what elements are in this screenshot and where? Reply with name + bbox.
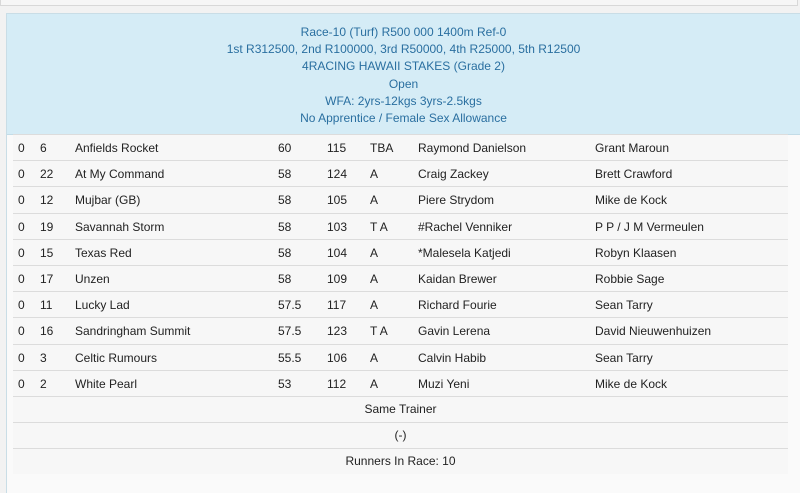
rating-cell: 105 [327,193,348,208]
scratch-cell: 0 [18,245,25,260]
gear-cell: A [370,193,379,208]
jockey-cell: Kaidan Brewer [418,271,497,286]
horse-name-cell: White Pearl [75,376,138,391]
scratch-cell: 0 [18,167,25,182]
runner-count: Runners In Race: 10 [345,454,456,469]
saddle-number-cell: 16 [40,324,54,339]
race-name: 4RACING HAWAII STAKES (Grade 2) [302,59,505,74]
rating-cell: 117 [327,298,347,313]
horse-name-cell: Celtic Rumours [75,350,158,365]
horse-name-cell: Mujbar (GB) [75,193,141,208]
same-trainer-list-row [13,422,788,448]
runner-row [13,317,788,343]
scratch-cell: 0 [18,219,25,234]
gear-cell: A [370,298,379,313]
gear-cell: A [370,167,379,182]
horse-name-cell: Savannah Storm [75,219,165,234]
gear-cell: T A [370,324,388,339]
scratch-cell: 0 [18,271,25,286]
runner-row [13,186,788,212]
trainer-cell: Brett Crawford [595,167,673,182]
rating-cell: 109 [327,271,348,286]
saddle-number-cell: 12 [40,193,54,208]
gear-cell: A [370,350,379,365]
weight-cell: 58 [278,271,292,286]
scratch-cell: 0 [18,141,25,155]
weight-cell: 58 [278,219,292,234]
weight-cell: 60 [278,141,292,155]
runner-count-row [13,448,788,474]
trainer-cell: Grant Maroun [595,141,670,155]
same-trainer-list: (-) [394,428,407,443]
horse-name-cell: At My Command [75,167,165,182]
rating-cell: 123 [327,324,348,339]
horse-name-cell: Lucky Lad [75,298,130,313]
weight-cell: 58 [278,167,292,182]
runner-row [13,239,788,265]
saddle-number-cell: 17 [40,271,54,286]
saddle-number-cell: 6 [40,141,47,155]
race-wfa: WFA: 2yrs-12kgs 3yrs-2.5kgs [325,93,482,108]
trainer-cell: Robyn Klaasen [595,245,677,260]
rating-cell: 104 [327,245,348,260]
saddle-number-cell: 2 [40,376,47,391]
race-class: Open [388,76,419,91]
trainer-cell: Robbie Sage [595,271,665,286]
saddle-number-cell: 11 [40,298,53,313]
weight-cell: 57.5 [278,324,302,339]
race-prize-money: 1st R312500, 2nd R100000, 3rd R50000, 4th R25000, 5th R12500 [226,42,581,57]
jockey-cell: Craig Zackey [418,167,489,182]
runner-row [13,265,788,291]
runner-row [13,134,788,160]
rating-cell: 103 [327,219,348,234]
horse-name-cell: Unzen [75,271,110,286]
trainer-cell: Sean Tarry [595,298,653,313]
rating-cell: 106 [327,350,348,365]
weight-cell: 58 [278,245,292,260]
trainer-cell: Sean Tarry [595,350,653,365]
race-conditions: No Apprentice / Female Sex Allowance [300,111,507,126]
scratch-cell: 0 [18,350,25,365]
race-header [7,14,800,135]
rating-cell: 124 [327,167,348,182]
rating-cell: 112 [327,376,347,391]
top-toolbar-strip [0,0,798,6]
jockey-cell: #Rachel Venniker [418,219,513,234]
gear-cell: TBA [370,141,394,155]
scratch-cell: 0 [18,298,25,313]
jockey-cell: Calvin Habib [418,350,487,365]
gear-cell: A [370,271,379,286]
runners-table [13,134,788,474]
runner-row [13,370,788,396]
horse-name-cell: Sandringham Summit [75,324,191,339]
same-trainer-label: Same Trainer [364,401,437,416]
runner-row [13,344,788,370]
gear-cell: T A [370,219,388,234]
weight-cell: 58 [278,193,292,208]
scratch-cell: 0 [18,193,25,208]
gear-cell: A [370,245,379,260]
jockey-cell: Raymond Danielson [418,141,527,155]
rating-cell: 115 [327,141,347,155]
scratch-cell: 0 [18,376,25,391]
jockey-cell: Piere Strydom [418,193,495,208]
trainer-cell: P P / J M Vermeulen [595,219,704,234]
weight-cell: 53 [278,376,292,391]
trainer-cell: David Nieuwenhuizen [595,324,712,339]
trainer-cell: Mike de Kock [595,376,668,391]
gear-cell: A [370,376,379,391]
jockey-cell: Muzi Yeni [418,376,470,391]
saddle-number-cell: 22 [40,167,54,182]
same-trainer-row [13,396,788,422]
race-title: Race-10 (Turf) R500 000 1400m Ref-0 [300,25,507,39]
runner-row [13,213,788,239]
scratch-cell: 0 [18,324,25,339]
weight-cell: 55.5 [278,350,302,365]
weight-cell: 57.5 [278,298,302,313]
trainer-cell: Mike de Kock [595,193,668,208]
runner-row [13,160,788,186]
saddle-number-cell: 15 [40,245,54,260]
saddle-number-cell: 19 [40,219,54,234]
horse-name-cell: Anfields Rocket [75,141,159,155]
saddle-number-cell: 3 [40,350,47,365]
jockey-cell: Gavin Lerena [418,324,491,339]
jockey-cell: *Malesela Katjedi [418,245,511,260]
jockey-cell: Richard Fourie [418,298,497,313]
runner-row [13,291,788,317]
horse-name-cell: Texas Red [75,245,132,260]
